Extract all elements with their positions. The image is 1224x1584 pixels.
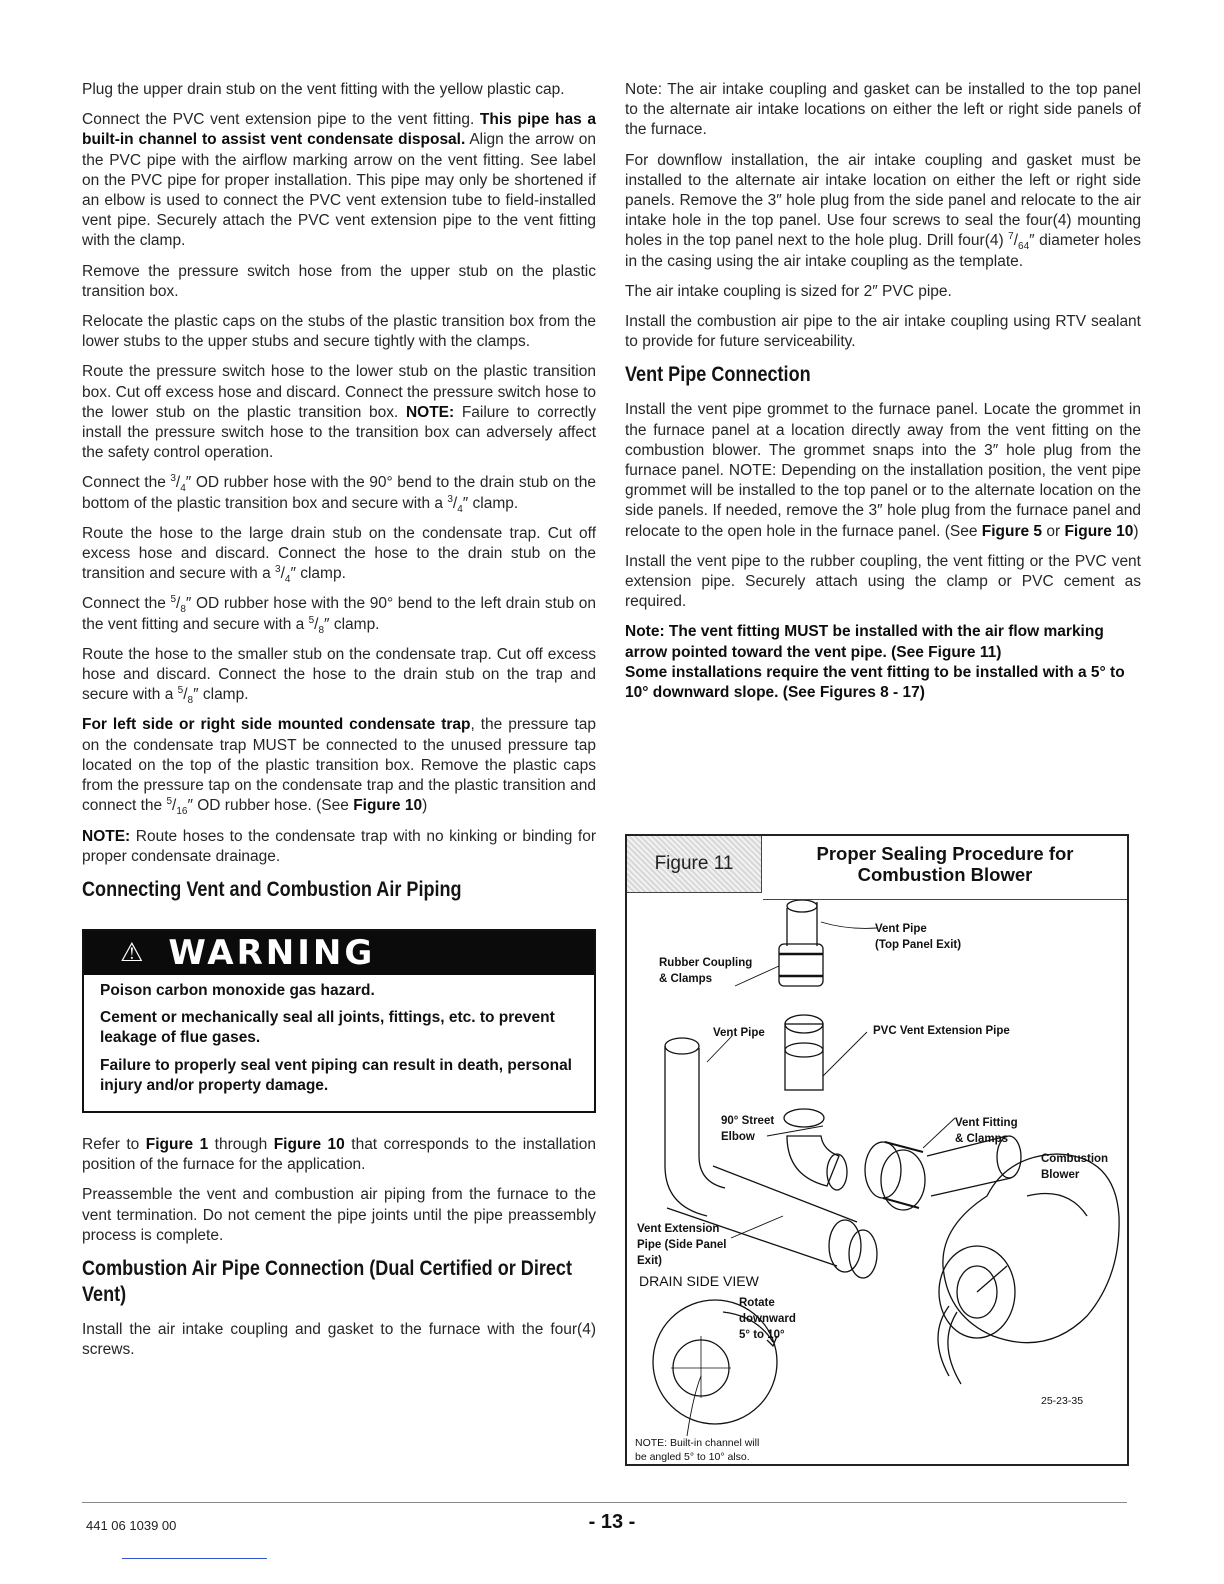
heading-vent-pipe-connection: Vent Pipe Connection — [625, 363, 811, 387]
label-note-1: NOTE: Built-in channel will — [635, 1437, 760, 1449]
left-column — [82, 80, 596, 1370]
para-plug-drain-stub: Plug the upper drain stub on the vent fitting with the yellow plastic cap. — [82, 81, 565, 98]
label-vent-pipe-top-2: (Top Panel Exit) — [875, 939, 962, 951]
para-preassemble: Preassemble the vent and combustion air piping from the furnace to the vent termination. Do not cement the pipe joints until the pipe preassembly process is complete. — [82, 1186, 596, 1244]
para-refer-figures: Refer to Figure 1 through Figure 10 that corresponds to the installation position of the furnace for the application. — [82, 1135, 596, 1174]
label-vent-pipe: Vent Pipe — [713, 1027, 765, 1039]
warning-line-1: Poison carbon monoxide gas hazard. — [100, 981, 375, 999]
label-drain-side-view: DRAIN SIDE VIEW — [639, 1273, 759, 1289]
figure-11-drawing — [627, 836, 1127, 1464]
para-coupling-size: The air intake coupling is sized for 2″ PVC pipe. — [625, 282, 952, 300]
footer-divider — [82, 1502, 1127, 1503]
para-downflow: For downflow installation, the air intake coupling and gasket must be installed to the alternate air intake location on either the left or right side panels. Remove the 3″ hole plug from the side panel and relocate to the air intake hole in the top panel. Use four screws to seal the four(4) mounting holes in the top panel next to the hole plug. Drill four(4) $^7/_{64}''$ diameter holes in the casing using the air intake coupling as the template. — [625, 151, 1141, 270]
para-side-mounted-trap: For left side or right side mounted condensate trap, the pressure tap on the condensate trap MUST be connected to the unused pressure tap located on the top of the plastic transition box. Remove the plastic caps from the pressure tap on the condensate trap and the plastic transition and connect the $^5/_{16}''$ OD rubber hose. (See Figure 10) — [82, 716, 596, 818]
para-relocate-caps: Relocate the plastic caps on the stubs of the plastic transition box from the lower stubs to the upper stubs and secure tightly with the clamps. — [82, 313, 596, 351]
label-vent-pipe-top-1: Vent Pipe — [875, 923, 927, 935]
warning-line-2: Cement or mechanically seal all joints, fittings, etc. to prevent leakage of flue gases. — [100, 1009, 555, 1047]
warning-box — [82, 929, 596, 1113]
figure-title — [763, 836, 1127, 900]
para-connect-pvc: Connect the PVC vent extension pipe to the vent fitting. This pipe has a built-in channel to assist vent condensate disposal. Align the arrow on the PVC pipe with the airflow marking arrow on the vent fitting. See label on the PVC pipe for proper installation. This pipe may only be shortened if an elbow is used to connect the PVC vent extension tube to field-installed vent pipe. Securely attach the PVC vent extension pipe to the vent fitting with the clamp. — [82, 111, 596, 250]
label-blower-2: Blower — [1041, 1169, 1080, 1181]
label-note-2: be angled 5° to 10° also. — [635, 1451, 750, 1463]
para-route-large-drain: Route the hose to the large drain stub on the condensate trap. Cut off excess hose and discard. Connect the hose to the drain stub on the transition and secure with a $^3/_4''$ clamp. — [82, 524, 596, 586]
label-rubber-coupling-2: & Clamps — [659, 973, 713, 985]
warning-line-3: Failure to properly seal vent piping can result in death, personal injury and/or property damage. — [100, 1056, 572, 1094]
label-vent-fitting-1: Vent Fitting — [955, 1117, 1018, 1129]
label-ext-side-2: Pipe (Side Panel — [637, 1239, 727, 1251]
label-rotate-2: downward — [739, 1313, 796, 1325]
label-ext-side-1: Vent Extension — [637, 1223, 720, 1235]
document-number: 441 06 1039 00 — [86, 1518, 177, 1533]
label-rotate-1: Rotate — [739, 1297, 775, 1309]
note-downward-slope: Some installations require the vent fitting to be installed with a 5° to 10° downward slope. (See Figures 8 - 17) — [625, 663, 1125, 702]
label-street-elbow-1: 90° Street — [721, 1115, 775, 1127]
para-combustion-air-pipe: Install the combustion air pipe to the air intake coupling using RTV sealant to provide for future serviceability. — [625, 313, 1141, 351]
link-underline — [122, 1558, 267, 1559]
figure-title-line-1: Proper Sealing Procedure for — [816, 843, 1074, 864]
page-number: - 13 - — [588, 1511, 636, 1533]
right-column — [625, 80, 1141, 713]
para-install-vent-pipe: Install the vent pipe to the rubber coupling, the vent fitting or the PVC vent extension pipe. Securely attach using the clamp or PVC cement as required. — [625, 552, 1141, 611]
note-airflow-arrow: Note: The vent fitting MUST be installed with the air flow marking arrow pointed toward the vent pipe. (See Figure 11) — [625, 623, 1104, 661]
para-route-pressure-hose: Route the pressure switch hose to the lower stub on the plastic transition box. Cut off excess hose and discard. Connect the pressure switch hose to the lower stub on the plastic transition box. NOTE: Failure to correctly install the pressure switch hose to the transition box can adversely affect the safety control operation. — [82, 363, 596, 462]
figure-title-line-2: Combustion Blower — [857, 864, 1033, 885]
vent-fitting-note — [625, 622, 1141, 703]
para-route-smaller-stub: Route the hose to the smaller stub on the condensate trap. Cut off excess hose and discard. Connect the hose to the drain stub on the trap and secure with a $^5/_8''$ clamp. — [82, 645, 596, 707]
para-install-intake: Install the air intake coupling and gasket to the furnace with the four(4) screws. — [82, 1320, 596, 1359]
heading-vent-combustion-piping: Connecting Vent and Combustion Air Piping — [82, 877, 462, 901]
label-blower-1: Combustion — [1041, 1153, 1109, 1165]
figure-11 — [625, 834, 1129, 1466]
label-pvc-extension: PVC Vent Extension Pipe — [873, 1025, 1010, 1037]
figure-tab: Figure 11 — [627, 836, 762, 893]
para-connect-58-hose: Connect the $^5/_8''$ OD rubber hose with the 90° bend to the left drain stub on the vent fitting and secure with a $^5/_8''$ clamp. — [82, 594, 596, 636]
label-figure-code: 25-23-35 — [1041, 1395, 1084, 1407]
para-remove-hose: Remove the pressure switch hose from the upper stub on the plastic transition box. — [82, 262, 596, 300]
warning-header — [84, 931, 594, 975]
label-rubber-coupling-1: Rubber Coupling — [659, 957, 753, 969]
heading-combustion-air-pipe: Combustion Air Pipe Connection (Dual Certified or Direct Vent) — [82, 1256, 572, 1306]
warning-triangle-icon: ⚠ — [120, 937, 147, 968]
label-vent-fitting-2: & Clamps — [955, 1133, 1009, 1145]
para-connect-34-hose: Connect the $^3/_4''$ OD rubber hose with the 90° bend to the drain stub on the bottom of the plastic transition box and secure with a $^3/_4''$ clamp. — [82, 473, 596, 515]
label-street-elbow-2: Elbow — [721, 1131, 755, 1143]
warning-label: WARNING — [168, 932, 376, 973]
para-route-hoses-note: NOTE: Route hoses to the condensate trap with no kinking or binding for proper condensate drainage. — [82, 827, 596, 865]
para-intake-note: Note: The air intake coupling and gasket can be installed to the top panel to the alternate air intake locations on either the left or right side panels of the furnace. — [625, 81, 1141, 139]
label-ext-side-3: Exit) — [637, 1255, 662, 1267]
label-rotate-3: 5° to 10° — [739, 1329, 785, 1341]
para-grommet: Install the vent pipe grommet to the furnace panel. Locate the grommet in the furnace panel at a location directly away from the vent fitting on the combustion blower. The grommet snaps into the 3″ hole plug from the furnace panel. NOTE: Depending on the installation position, the vent pipe grommet will be installed to the top panel or to the alternate location on the side panels. If needed, remove the 3″ hole plug from the furnace panel and relocate to the open hole in the furnace panel. (See Figure 5 or Figure 10) — [625, 401, 1141, 540]
